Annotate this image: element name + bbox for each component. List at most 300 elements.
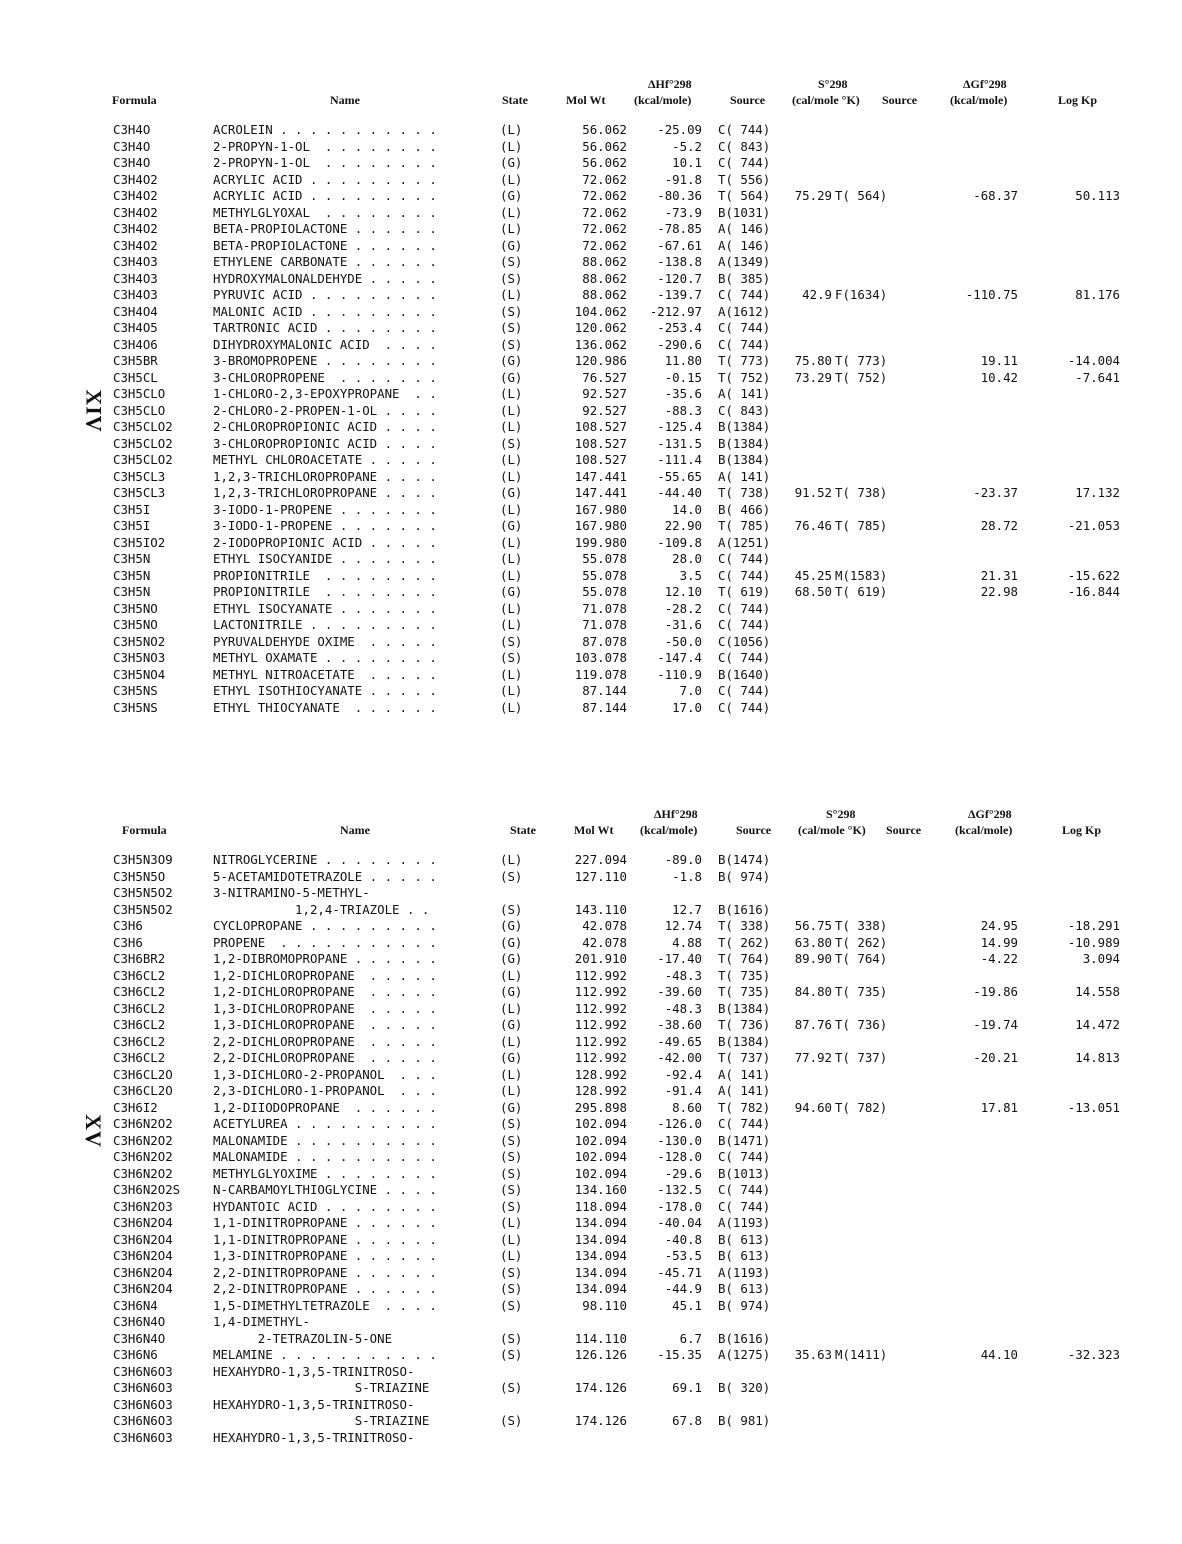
molwt-cell: 102.094 [574,1149,627,1164]
molwt-cell: 98.110 [582,1297,627,1313]
molwt-cell: 87.144 [582,683,627,698]
formula-cell: C3H5N5O2 [113,901,173,917]
molwt-cell: 119.078 [574,666,627,682]
formula-cell: C3H5NO3 [113,650,166,665]
source-cell: T( 773) [835,353,888,368]
state-cell: (L) [500,221,523,236]
name-cell: ETHYL ISOCYANATE . . . . . . . [213,600,437,616]
molwt-cell: 128.992 [574,1066,627,1082]
formula-cell: C3H5N [113,551,151,566]
source-cell: C( 744) [718,122,771,137]
formula-cell: C3H4O3 [113,287,158,302]
entropy-cell: 87.76 [794,1017,832,1032]
header-state: State [510,823,536,837]
enthalpy-cell: 3.5 [679,567,702,583]
name-cell: ETHYLENE CARBONATE . . . . . . [213,254,437,269]
name-cell: NITROGLYCERINE . . . . . . . . [213,852,437,867]
molwt-cell: 112.992 [574,967,627,983]
enthalpy-cell: -139.7 [657,287,702,302]
data-table [0,806,1182,1446]
enthalpy-cell: -17.40 [657,951,702,966]
logkp-cell: -32.323 [1067,1347,1120,1362]
enthalpy-cell: -131.5 [657,435,702,451]
source-cell: C( 744) [718,600,771,616]
molwt-cell: 102.094 [574,1116,627,1131]
state-cell: (G) [500,155,523,170]
table-row [0,1149,1182,1166]
state-cell: (L) [500,419,523,434]
state-cell: (L) [500,1033,523,1049]
formula-cell: C3H5BR [113,353,158,368]
molwt-cell: 134.160 [574,1182,627,1197]
formula-cell: C3H6N2O3 [113,1198,173,1214]
name-cell: 2-CHLOROPROPIONIC ACID . . . . [213,419,437,434]
state-cell: (L) [500,138,523,154]
gibbs-cell: 28.72 [980,518,1018,533]
header-formula: Formula [122,823,167,837]
source-cell: B( 320) [718,1380,771,1395]
gibbs-cell: -4.22 [980,951,1018,966]
formula-cell: C3H5I [113,518,151,533]
name-cell: ACROLEIN . . . . . . . . . . . [213,122,437,137]
entropy-cell: 45.25 [794,567,832,583]
table-row [0,667,1182,684]
source-cell: B( 466) [718,501,771,517]
name-cell: N-CARBAMOYLTHIOGLYCINE . . . . [213,1182,437,1197]
enthalpy-cell: 12.10 [664,584,702,599]
enthalpy-cell: -147.4 [657,650,702,665]
header-dh: ΔHf°298 [654,807,698,821]
entropy-cell: 77.92 [794,1050,832,1065]
formula-cell: C3H6N6O3 [113,1396,173,1412]
source-cell: C( 744) [718,336,771,352]
formula-cell: C3H6N2O2 [113,1132,173,1148]
source-cell: T( 785) [718,518,771,533]
table-row [0,1298,1182,1315]
table-row [0,1100,1182,1117]
molwt-cell: 72.062 [582,237,627,253]
name-cell: ACRYLIC ACID . . . . . . . . . [213,171,437,187]
state-cell: (G) [500,934,523,950]
table-row [0,1199,1182,1216]
molwt-cell: 108.527 [574,419,627,434]
source-cell: T( 735) [718,967,771,983]
molwt-cell: 201.910 [574,951,627,966]
name-cell: METHYL NITROACETATE . . . . . [213,666,437,682]
name-cell: ACRYLIC ACID . . . . . . . . . [213,188,437,203]
table-row [0,1347,1182,1364]
entropy-cell: 63.80 [794,934,832,950]
gibbs-cell: 22.98 [980,584,1018,599]
molwt-cell: 147.441 [574,485,627,500]
enthalpy-cell: -40.8 [664,1231,702,1247]
name-cell: 2,2-DINITROPROPANE . . . . . . [213,1264,437,1280]
enthalpy-cell: -53.5 [664,1248,702,1263]
enthalpy-cell: 69.1 [672,1380,702,1395]
enthalpy-cell: -73.9 [664,204,702,220]
formula-cell: C3H6N6O3 [113,1413,173,1428]
source-cell: B( 974) [718,1297,771,1313]
molwt-cell: 167.980 [574,501,627,517]
formula-cell: C3H6CL2O [113,1083,173,1098]
molwt-cell: 134.094 [574,1231,627,1247]
entropy-cell: 73.29 [794,369,832,385]
table-row [0,221,1182,238]
table-row [0,139,1182,156]
name-cell: 2,2-DICHLOROPROPANE . . . . . [213,1033,437,1049]
enthalpy-cell: 17.0 [672,699,702,715]
formula-cell: C3H6CL2 [113,1000,166,1016]
state-cell: (S) [500,868,523,884]
table-row [0,869,1182,886]
name-cell: PYRUVALDEHYDE OXIME . . . . . [213,633,437,649]
molwt-cell: 136.062 [574,336,627,352]
table-row [0,1116,1182,1133]
source-cell: C( 843) [718,402,771,418]
formula-cell: C3H6CL2 [113,1050,166,1065]
header-dg: ΔGf°298 [968,807,1012,821]
logkp-cell: -18.291 [1067,918,1120,933]
molwt-cell: 88.062 [582,287,627,302]
enthalpy-cell: -28.2 [664,600,702,616]
name-cell: METHYLGLYOXAL . . . . . . . . [213,204,437,220]
enthalpy-cell: 22.90 [664,518,702,533]
table-row [0,1430,1182,1447]
table-row [0,1182,1182,1199]
entropy-cell: 89.90 [794,951,832,966]
enthalpy-cell: -109.8 [657,534,702,550]
table-row [0,650,1182,667]
name-cell: 2-PROPYN-1-OL . . . . . . . . [213,138,437,154]
enthalpy-cell: -42.00 [657,1050,702,1065]
logkp-cell: 14.813 [1075,1050,1120,1065]
source-cell: C( 744) [718,617,771,632]
source-cell: T( 752) [718,369,771,385]
source-cell: T( 262) [718,934,771,950]
enthalpy-cell: -39.60 [657,984,702,999]
name-cell: PROPENE . . . . . . . . . . . [213,934,437,950]
formula-cell: C3H6N2O4 [113,1231,173,1247]
header-s-units: (cal/mole °K) [798,823,866,837]
source-cell: T( 338) [718,918,771,933]
molwt-cell: 112.992 [574,984,627,999]
molwt-cell: 88.062 [582,254,627,269]
molwt-cell: 87.144 [582,699,627,715]
source-cell: B( 613) [718,1248,771,1263]
source-cell: A(1275) [718,1347,771,1362]
name-cell: 1,3-DICHLOROPROPANE . . . . . [213,1017,437,1032]
header-state: State [502,93,528,107]
molwt-cell: 120.986 [574,353,627,368]
enthalpy-cell: 45.1 [672,1297,702,1313]
source-cell: T( 738) [835,485,888,500]
state-cell: (S) [500,1116,523,1131]
entropy-cell: 75.80 [794,353,832,368]
enthalpy-cell: -48.3 [664,1000,702,1016]
source-cell: C( 744) [718,1149,771,1164]
table-row [0,1380,1182,1397]
source-cell: C( 744) [718,1182,771,1197]
source-cell: B(1616) [718,901,771,917]
table-row [0,485,1182,502]
state-cell: (S) [500,1380,523,1395]
formula-cell: C3H5CLO2 [113,419,173,434]
source-cell: B( 981) [718,1413,771,1428]
name-cell: HEXAHYDRO-1,3,5-TRINITROSO- [213,1396,415,1412]
name-cell: 2-TETRAZOLIN-5-ONE [213,1330,393,1346]
enthalpy-cell: -132.5 [657,1182,702,1197]
formula-cell: C3H5N5O2 [113,885,173,900]
table-row [0,122,1182,139]
formula-cell: C3H6N2O4 [113,1264,173,1280]
enthalpy-cell: 28.0 [672,551,702,566]
molwt-cell: 118.094 [574,1198,627,1214]
name-cell: LACTONITRILE . . . . . . . . . [213,617,437,632]
state-cell: (S) [500,633,523,649]
state-cell: (L) [500,452,523,467]
enthalpy-cell: 6.7 [679,1330,702,1346]
formula-cell: C3H6N2O2 [113,1149,173,1164]
logkp-cell: -14.004 [1067,353,1120,368]
enthalpy-cell: 67.8 [672,1413,702,1428]
molwt-cell: 108.527 [574,452,627,467]
name-cell: DIHYDROXYMALONIC ACID . . . . [213,336,437,352]
source-cell: T( 785) [835,518,888,533]
molwt-cell: 42.078 [582,918,627,933]
state-cell: (S) [500,901,523,917]
name-cell: 3-IODO-1-PROPENE . . . . . . . [213,518,437,533]
formula-cell: C3H5IO2 [113,534,166,550]
state-cell: (L) [500,501,523,517]
formula-cell: C3H6N2O4 [113,1248,173,1263]
molwt-cell: 143.110 [574,901,627,917]
formula-cell: C3H6CL2 [113,1017,166,1032]
name-cell: 2-PROPYN-1-OL . . . . . . . . [213,155,437,170]
name-cell: PROPIONITRILE . . . . . . . . [213,584,437,599]
molwt-cell: 92.527 [582,402,627,418]
molwt-cell: 112.992 [574,1033,627,1049]
formula-cell: C3H5I [113,501,151,517]
name-cell: ETHYL ISOTHIOCYANATE . . . . . [213,683,437,698]
name-cell: HYDANTOIC ACID . . . . . . . . [213,1198,437,1214]
molwt-cell: 72.062 [582,221,627,236]
source-cell: B(1384) [718,1000,771,1016]
name-cell: BETA-PROPIOLACTONE . . . . . . [213,221,437,236]
table-row [0,601,1182,618]
name-cell: 1,2,4-TRIAZOLE . . [213,901,430,917]
table-row [0,436,1182,453]
entropy-cell: 75.29 [794,188,832,203]
source-cell: A( 141) [718,386,771,401]
enthalpy-cell: -29.6 [664,1165,702,1181]
formula-cell: C3H5N3O9 [113,852,173,867]
state-cell: (L) [500,402,523,418]
name-cell: HYDROXYMALONALDEHYDE . . . . . [213,270,437,286]
source-cell: T( 619) [835,584,888,599]
source-cell: C( 744) [718,567,771,583]
source-cell: B(1384) [718,419,771,434]
page-label: XIV [81,389,107,433]
source-cell: A(1193) [718,1264,771,1280]
molwt-cell: 102.094 [574,1165,627,1181]
source-cell: B(1474) [718,852,771,867]
state-cell: (S) [500,303,523,319]
table-row [0,502,1182,519]
name-cell: 3-BROMOPROPENE . . . . . . . . [213,353,437,368]
name-cell: 3-CHLOROPROPENE . . . . . . . [213,369,437,385]
state-cell: (L) [500,171,523,187]
enthalpy-cell: -25.09 [657,122,702,137]
table-row [0,254,1182,271]
formula-cell: C3H4O2 [113,237,158,253]
state-cell: (L) [500,534,523,550]
state-cell: (G) [500,188,523,203]
name-cell: TARTRONIC ACID . . . . . . . . [213,320,437,335]
formula-cell: C3H5NO4 [113,666,166,682]
name-cell: 1,2-DICHLOROPROPANE . . . . . [213,967,437,983]
molwt-cell: 104.062 [574,303,627,319]
logkp-cell: -7.641 [1075,369,1120,385]
state-cell: (L) [500,967,523,983]
formula-cell: C3H6BR2 [113,951,166,966]
table-row [0,551,1182,568]
name-cell: CYCLOPROPANE . . . . . . . . . [213,918,437,933]
table-row [0,634,1182,651]
enthalpy-cell: -138.8 [657,254,702,269]
molwt-cell: 55.078 [582,584,627,599]
formula-cell: C3H6N2O4 [113,1281,173,1296]
formula-cell: C3H6N4 [113,1297,158,1313]
molwt-cell: 102.094 [574,1132,627,1148]
formula-cell: C3H4O2 [113,204,158,220]
source-cell: M(1411) [835,1347,888,1362]
formula-cell: C3H5CL3 [113,485,166,500]
source-cell: A( 141) [718,1066,771,1082]
source-cell: B(1384) [718,452,771,467]
molwt-cell: 72.062 [582,188,627,203]
table-row [0,617,1182,634]
enthalpy-cell: -125.4 [657,419,702,434]
logkp-cell: -16.844 [1067,584,1120,599]
enthalpy-cell: -130.0 [657,1132,702,1148]
source-cell: T( 564) [718,188,771,203]
enthalpy-cell: -128.0 [657,1149,702,1164]
molwt-cell: 112.992 [574,1017,627,1032]
formula-cell: C3H6N6O3 [113,1363,173,1379]
state-cell: (L) [500,567,523,583]
header-source2: Source [882,93,918,107]
state-cell: (S) [500,1264,523,1280]
table-row [0,386,1182,403]
gibbs-cell: -110.75 [965,287,1018,302]
state-cell: (S) [500,435,523,451]
enthalpy-cell: -35.6 [664,386,702,401]
formula-cell: C3H6N4O [113,1314,166,1329]
name-cell: MELAMINE . . . . . . . . . . . [213,1347,437,1362]
entropy-cell: 35.63 [794,1347,832,1362]
formula-cell: C3H6N6O3 [113,1380,173,1395]
state-cell: (L) [500,204,523,220]
formula-cell: C3H5N5O [113,868,166,884]
name-cell: 1,3-DICHLORO-2-PROPANOL . . . [213,1066,437,1082]
name-cell: ETHYL ISOCYANIDE . . . . . . . [213,551,437,566]
state-cell: (L) [500,852,523,867]
enthalpy-cell: -92.4 [664,1066,702,1082]
table-row [0,1133,1182,1150]
header-source1: Source [736,823,772,837]
header-s-units: (cal/mole °K) [792,93,860,107]
name-cell: 1,2-DIIODOPROPANE . . . . . . [213,1099,437,1115]
state-cell: (G) [500,951,523,966]
table-row [0,172,1182,189]
enthalpy-cell: -80.36 [657,188,702,203]
source-cell: A( 141) [718,468,771,484]
source-cell: C( 744) [718,1198,771,1214]
molwt-cell: 108.527 [574,435,627,451]
table-row [0,469,1182,486]
logkp-cell: 14.472 [1075,1017,1120,1032]
gibbs-cell: 19.11 [980,353,1018,368]
name-cell: ETHYL THIOCYANATE . . . . . . [213,699,437,715]
table-row [0,1215,1182,1232]
enthalpy-cell: 14.0 [672,501,702,517]
formula-cell: C3H6N6 [113,1347,158,1362]
name-cell: PROPIONITRILE . . . . . . . . [213,567,437,583]
name-cell: 2,2-DINITROPROPANE . . . . . . [213,1281,437,1296]
formula-cell: C3H6 [113,934,143,950]
name-cell: 1,5-DIMETHYLTETRAZOLE . . . . [213,1297,437,1313]
state-cell: (S) [500,336,523,352]
formula-cell: C3H6I2 [113,1099,158,1115]
table-row [0,337,1182,354]
enthalpy-cell: -48.3 [664,967,702,983]
formula-cell: C3H6CL2 [113,967,166,983]
molwt-cell: 55.078 [582,567,627,583]
formula-cell: C3H5CL3 [113,468,166,484]
header-name: Name [330,93,360,107]
table-header [0,76,1182,122]
source-cell: T( 752) [835,369,888,385]
source-cell: A(1251) [718,534,771,550]
state-cell: (S) [500,1182,523,1197]
table-row [0,1232,1182,1249]
state-cell: (G) [500,518,523,533]
logkp-cell: 14.558 [1075,984,1120,999]
molwt-cell: 56.062 [582,138,627,154]
gibbs-cell: -68.37 [973,188,1018,203]
table-row [0,287,1182,304]
enthalpy-cell: -15.35 [657,1347,702,1362]
table-row [0,403,1182,420]
header-name: Name [340,823,370,837]
enthalpy-cell: 12.74 [664,918,702,933]
formula-cell: C3H6N2O4 [113,1215,173,1230]
header-logkp: Log Kp [1062,823,1102,837]
gibbs-cell: 17.81 [980,1099,1018,1115]
source-cell: T( 737) [718,1050,771,1065]
source-cell: B( 613) [718,1231,771,1247]
enthalpy-cell: -120.7 [657,270,702,286]
state-cell: (S) [500,320,523,335]
table-row [0,1265,1182,1282]
molwt-cell: 76.527 [582,369,627,385]
state-cell: (L) [500,683,523,698]
enthalpy-cell: -5.2 [672,138,702,154]
enthalpy-cell: -49.65 [657,1033,702,1049]
entropy-cell: 76.46 [794,518,832,533]
header-s: S°298 [818,77,848,91]
gibbs-cell: -20.21 [973,1050,1018,1065]
